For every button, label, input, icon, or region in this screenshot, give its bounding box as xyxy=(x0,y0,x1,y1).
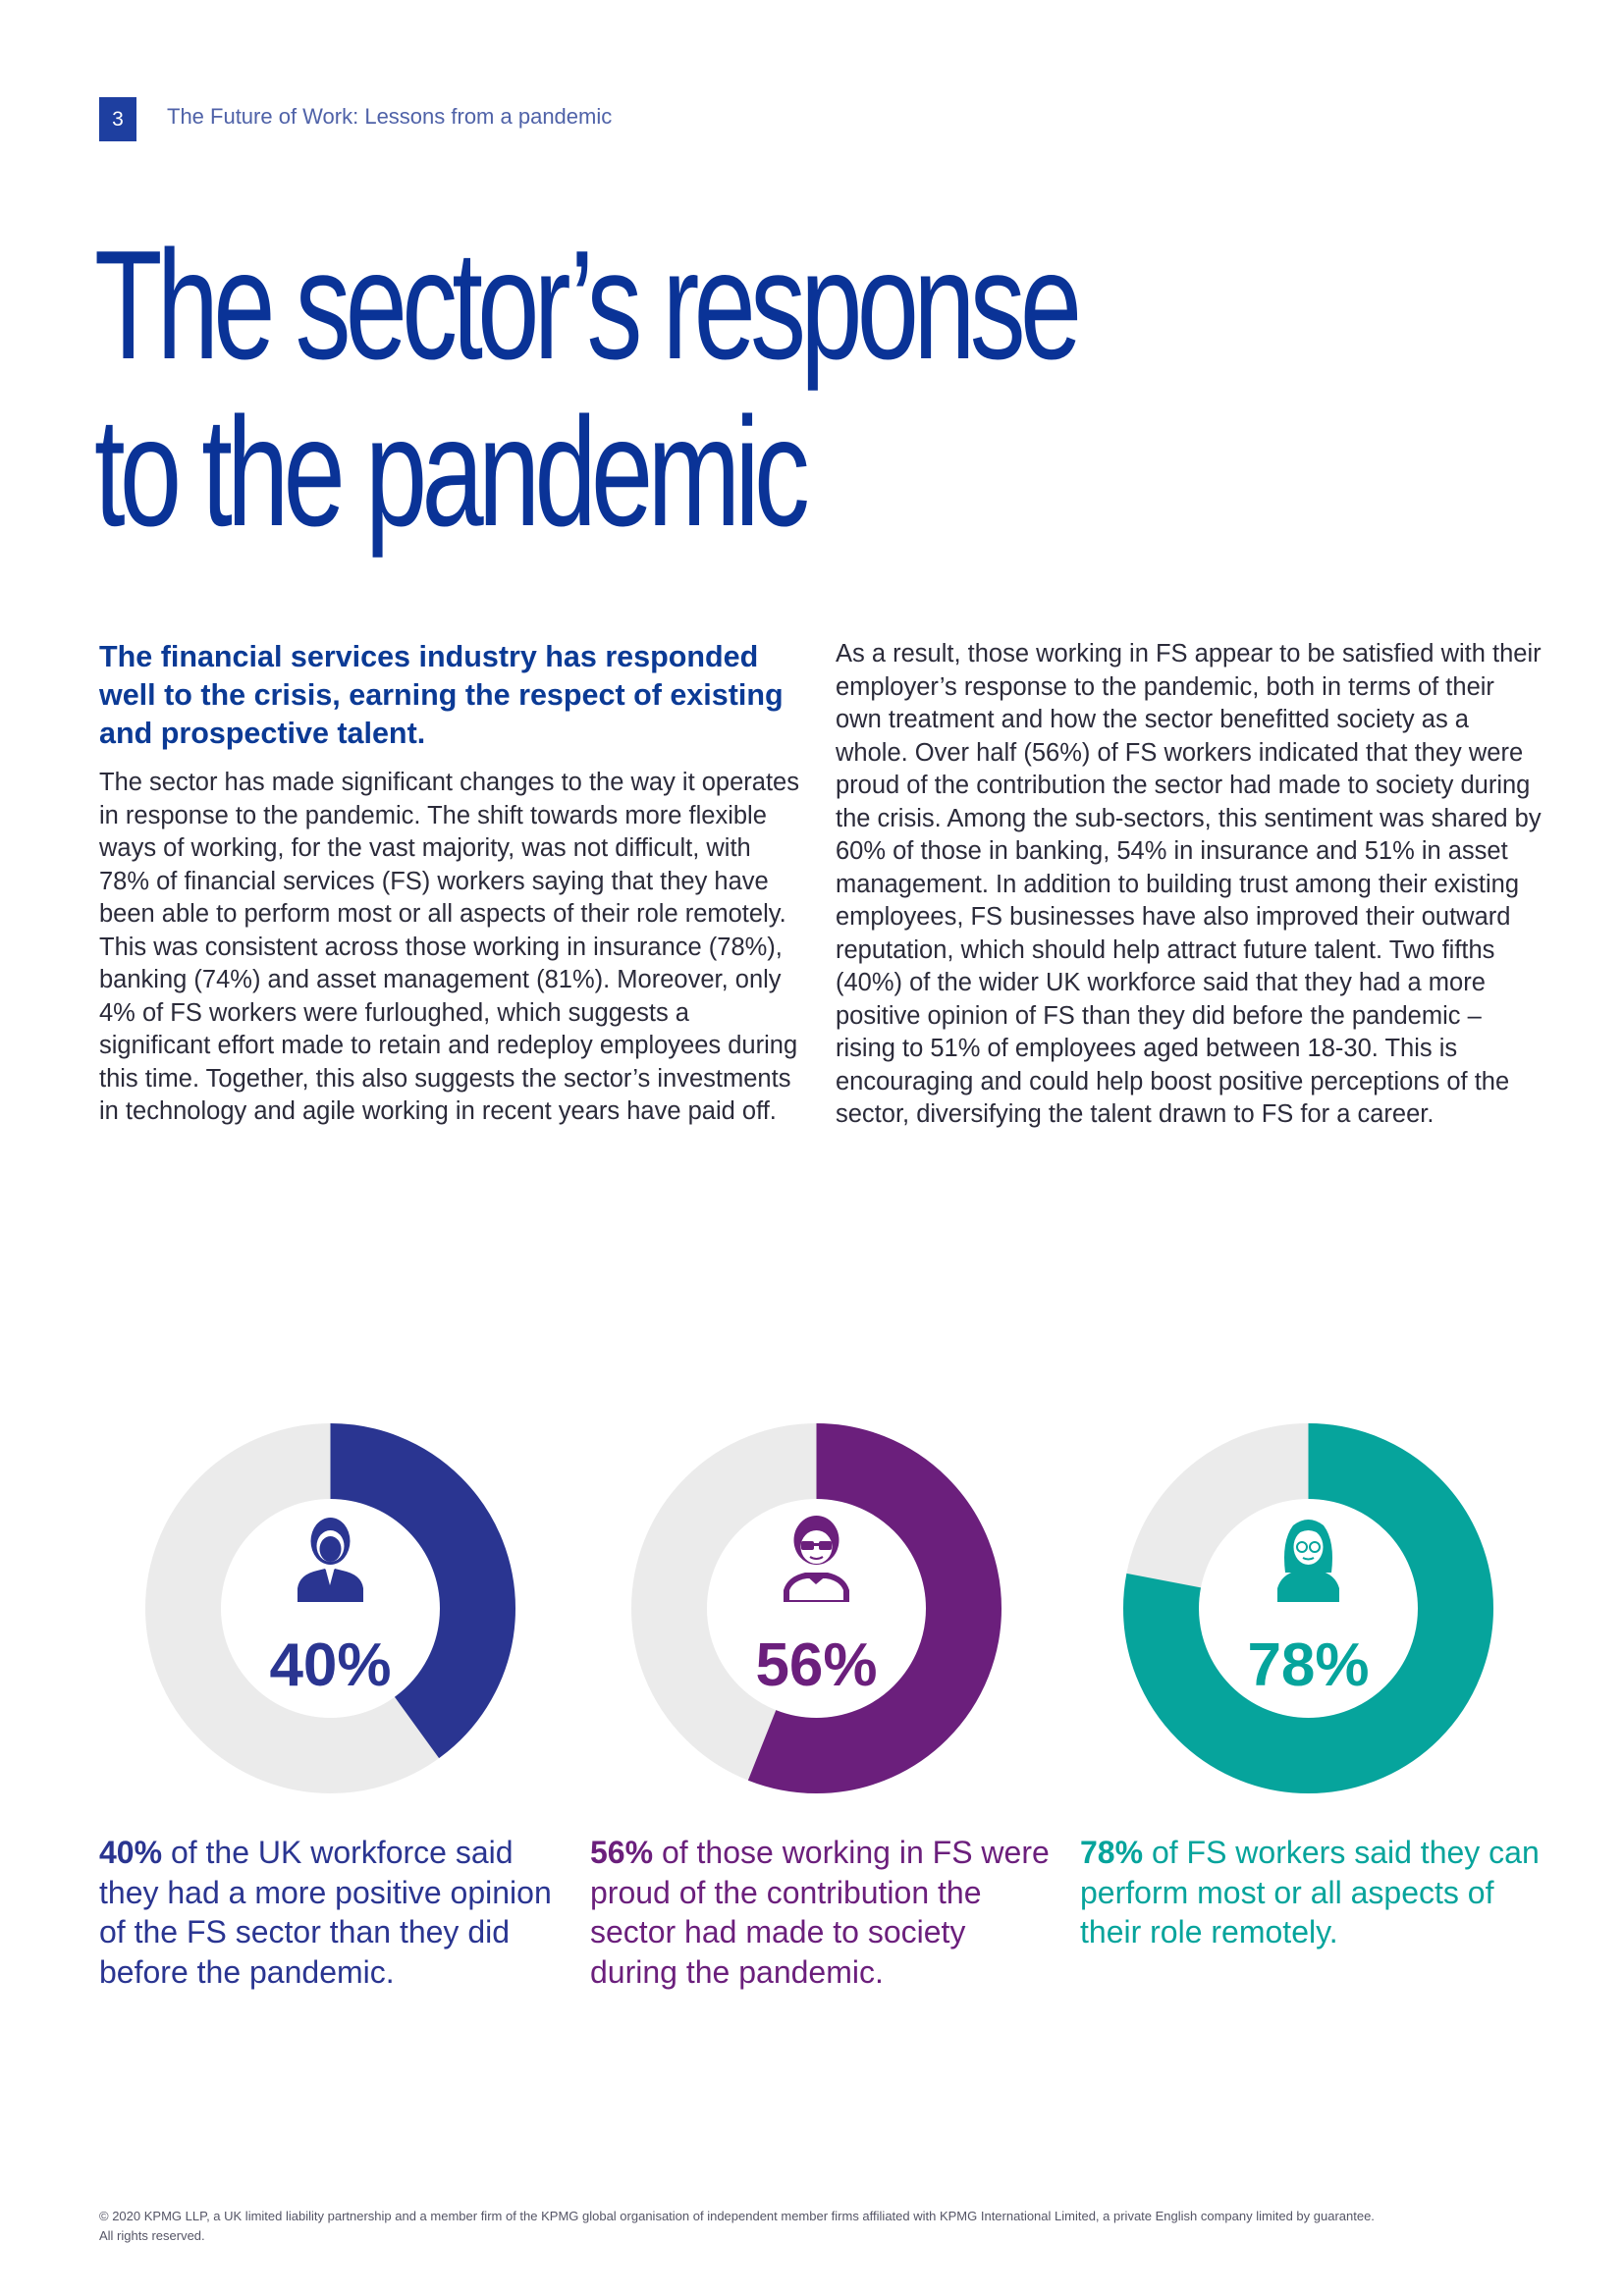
stat-caption-2 xyxy=(590,1833,1061,1992)
right-body-paragraph: As a result, those working in FS appear to be satisfied with their employer’s response to the pandemic, both in terms of their own treatment and how the sector benefitted society as a whole. Over half (56%) of FS workers indicated that they were proud of the contribution the sector had made to society during the crisis. Among the sub-sectors, this sentiment was shared by 60% of those in banking, 54% in insurance and 51% in asset management. In addition to building trust among their existing employees, FS businesses have also improved their outward reputation, which should help attract future talent. Two fifths (40%) of the wider UK workforce said that they had a more positive opinion of FS than they did before the pandemic – rising to 51% of employees aged between 18-30. This is encouraging and could help boost positive perceptions of the sector, diversifying the talent drawn to FS for a career. xyxy=(836,640,1542,1128)
caption-value: 56% xyxy=(590,1835,654,1870)
donut-svg xyxy=(625,1417,1007,1799)
page-title-line-1: The sector’s response xyxy=(94,219,1077,392)
stat-value: 56% xyxy=(755,1631,878,1699)
caption-value: 40% xyxy=(99,1835,163,1870)
donut-chart-uk-workforce xyxy=(139,1417,521,1799)
woman-glasses-icon xyxy=(782,1512,851,1602)
right-column xyxy=(836,638,1543,1132)
stat-value: 40% xyxy=(269,1631,392,1699)
caption-text: of the UK workforce said they had a more positive opinion of the FS sector than they did before the pandemic. xyxy=(99,1835,552,1990)
donut-svg xyxy=(1117,1417,1499,1799)
left-column xyxy=(99,638,806,1129)
lead-paragraph: The financial services industry has responded well to the crisis, earning the respect of existing and prospective talent. xyxy=(99,640,784,750)
donut-svg xyxy=(139,1417,521,1799)
footer xyxy=(99,2207,1513,2246)
footer-rights: All rights reserved. xyxy=(99,2228,205,2243)
page-number: 3 xyxy=(99,97,136,141)
stat-caption-1 xyxy=(99,1833,561,1992)
donut-chart-remote-work xyxy=(1117,1417,1499,1799)
caption-value: 78% xyxy=(1080,1835,1144,1870)
caption-text: of those working in FS were proud of the contribution the sector had made to society during the pandemic. xyxy=(590,1835,1050,1990)
footer-legal: © 2020 KPMG LLP, a UK limited liability partnership and a member firm of the KPMG global organisation of independent member firms affiliated with KPMG International Limited, a private English company limited by guarantee. xyxy=(99,2209,1375,2223)
woman-long-hair-icon xyxy=(1273,1512,1343,1602)
caption-text: of FS workers said they can perform most or all aspects of their role remotely. xyxy=(1080,1835,1540,1949)
running-title: The Future of Work: Lessons from a pandemic xyxy=(167,104,613,129)
man-icon xyxy=(296,1512,365,1602)
donut-chart-proud-of-sector xyxy=(625,1417,1007,1799)
stat-caption-3 xyxy=(1080,1833,1542,1952)
left-body-paragraph: The sector has made significant changes to the way it operates in response to the pandemic. The shift towards more flexible ways of working, for the vast majority, was not difficult, with 78% of financial services (FS) workers saying that they have been able to perform most or all aspects of their role remotely. This was consistent across those working in insurance (78%), banking (74%) and asset management (81%). Moreover, only 4% of FS workers were furloughed, which suggests a significant effort made to retain and redeploy employees during this time. Together, this also suggests the sector’s investments in technology and agile working in recent years have paid off. xyxy=(99,769,799,1125)
page-title-line-2: to the pandemic xyxy=(94,386,805,559)
stat-value: 78% xyxy=(1247,1631,1370,1699)
page-title xyxy=(94,219,1077,559)
